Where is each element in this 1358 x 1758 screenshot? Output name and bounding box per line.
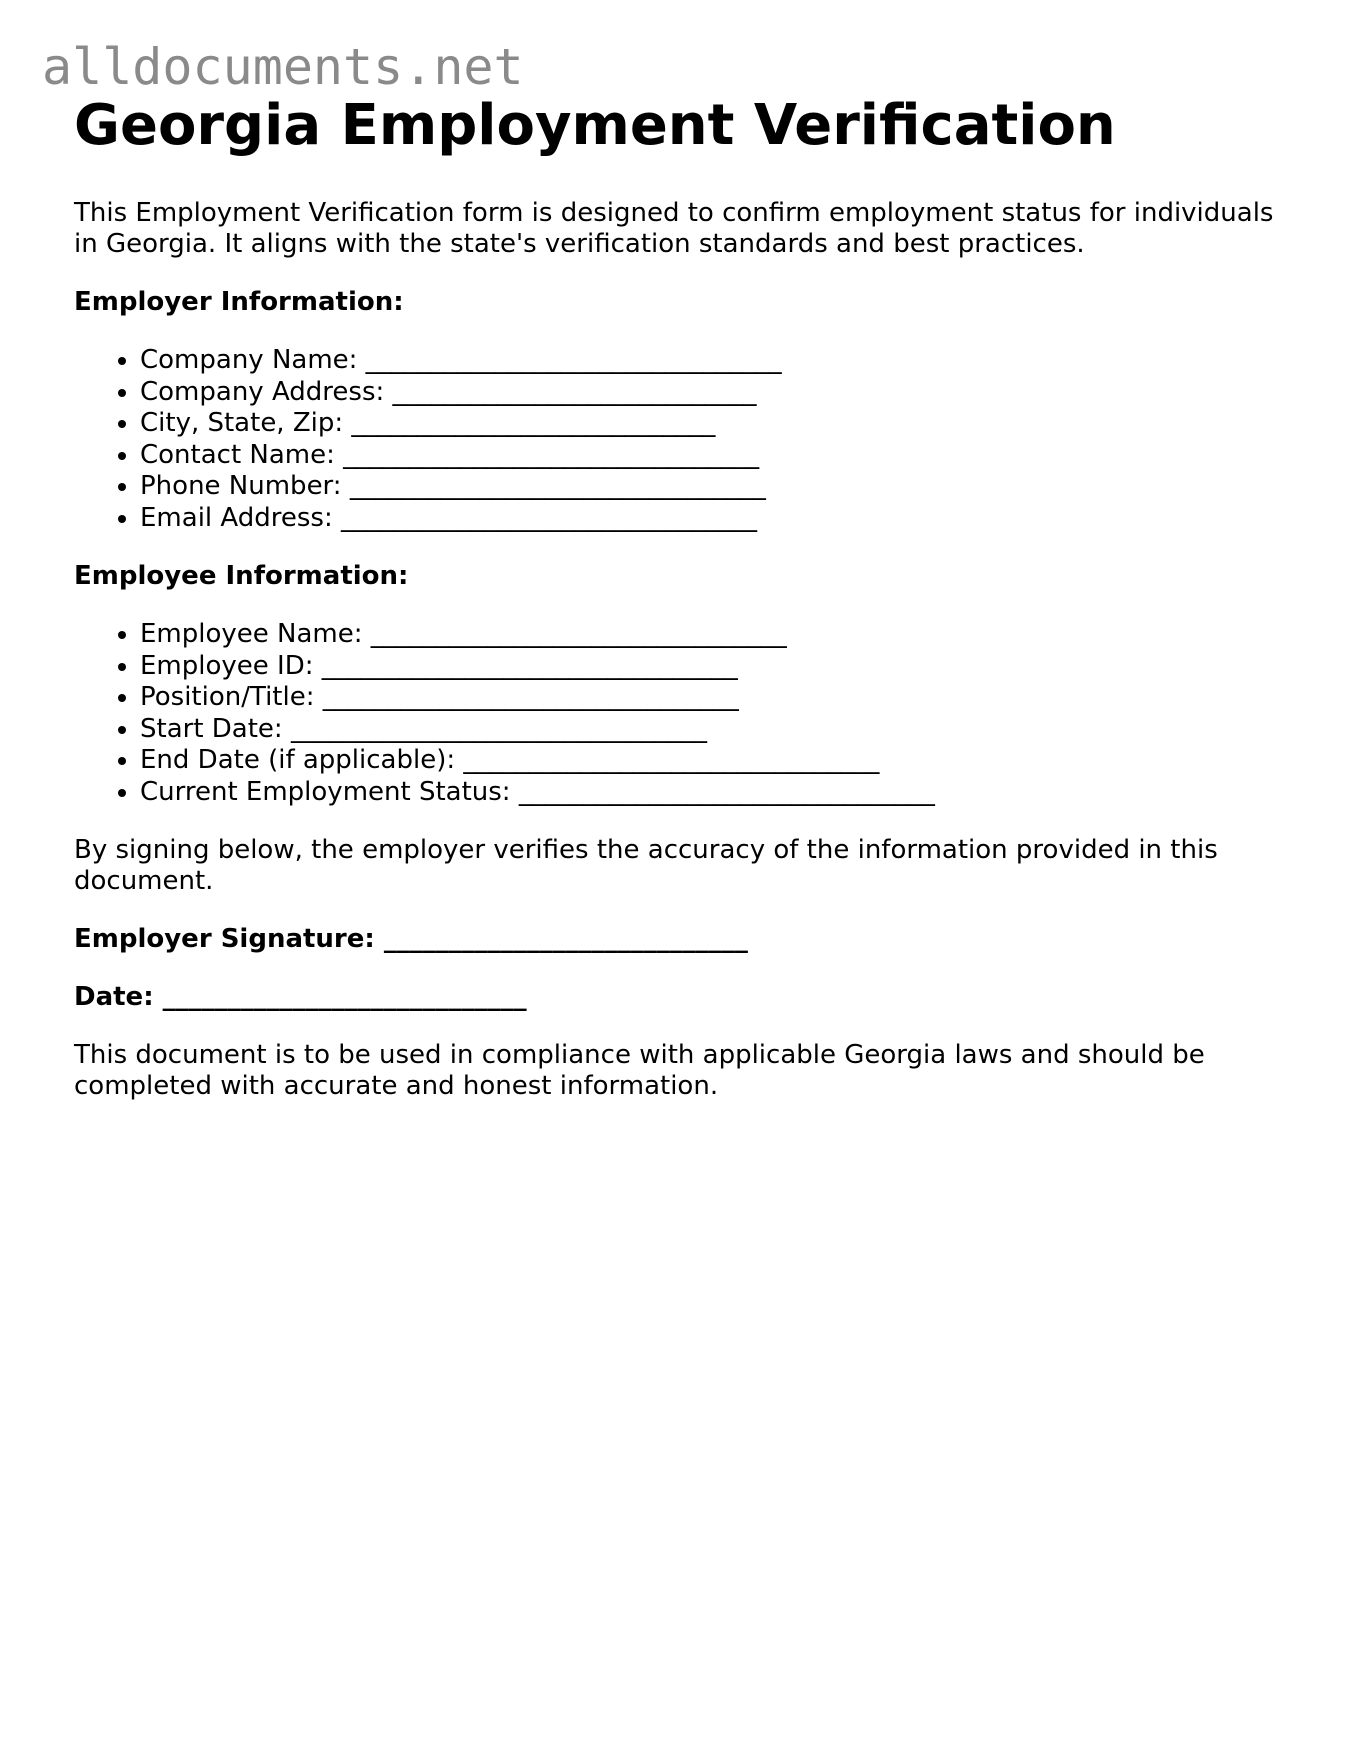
start-date-field[interactable]: • Start Date: ________________________________ bbox=[140, 714, 1294, 746]
company-address-field[interactable]: • Company Address: ____________________________ bbox=[140, 377, 1294, 409]
employee-information-heading: Employee Information: bbox=[74, 561, 409, 591]
email-address-field[interactable]: • Email Address: ________________________________ bbox=[140, 503, 1294, 535]
employer-signature-field[interactable]: Employer Signature: ____________________________ bbox=[74, 924, 748, 954]
employer-information-heading: Employer Information: bbox=[74, 287, 404, 317]
phone-number-field[interactable]: • Phone Number: ________________________________ bbox=[140, 471, 1294, 503]
company-name-field[interactable]: • Company Name: ________________________________ bbox=[140, 345, 1294, 377]
employee-information-list bbox=[74, 619, 1294, 808]
employee-name-field[interactable]: • Employee Name: ________________________________ bbox=[140, 619, 1294, 651]
end-date-field[interactable]: • End Date (if applicable): ________________________________ bbox=[140, 745, 1294, 777]
contact-name-field[interactable]: • Contact Name: ________________________________ bbox=[140, 440, 1294, 472]
document-body bbox=[74, 92, 1294, 1102]
position-title-field[interactable]: • Position/Title: ________________________________ bbox=[140, 682, 1294, 714]
verification-statement: By signing below, the employer verifies the accuracy of the information provided in this document. bbox=[74, 835, 1218, 896]
closing-paragraph: This document is to be used in compliance with applicable Georgia laws and should be completed with accurate and honest information. bbox=[74, 1040, 1205, 1101]
date-field[interactable]: Date: ____________________________ bbox=[74, 982, 527, 1012]
employer-information-list bbox=[74, 345, 1294, 534]
intro-paragraph: This Employment Verification form is designed to confirm employment status for individuals in Georgia. It aligns with the state's verification standards and best practices. bbox=[74, 198, 1274, 259]
current-employment-status-field[interactable]: • Current Employment Status: ________________________________ bbox=[140, 777, 1294, 809]
employee-id-field[interactable]: • Employee ID: ________________________________ bbox=[140, 651, 1294, 683]
city-state-zip-field[interactable]: • City, State, Zip: ____________________________ bbox=[140, 408, 1294, 440]
watermark-logo: alldocuments.net bbox=[42, 38, 524, 96]
document-title: Georgia Employment Verification bbox=[74, 93, 1116, 158]
